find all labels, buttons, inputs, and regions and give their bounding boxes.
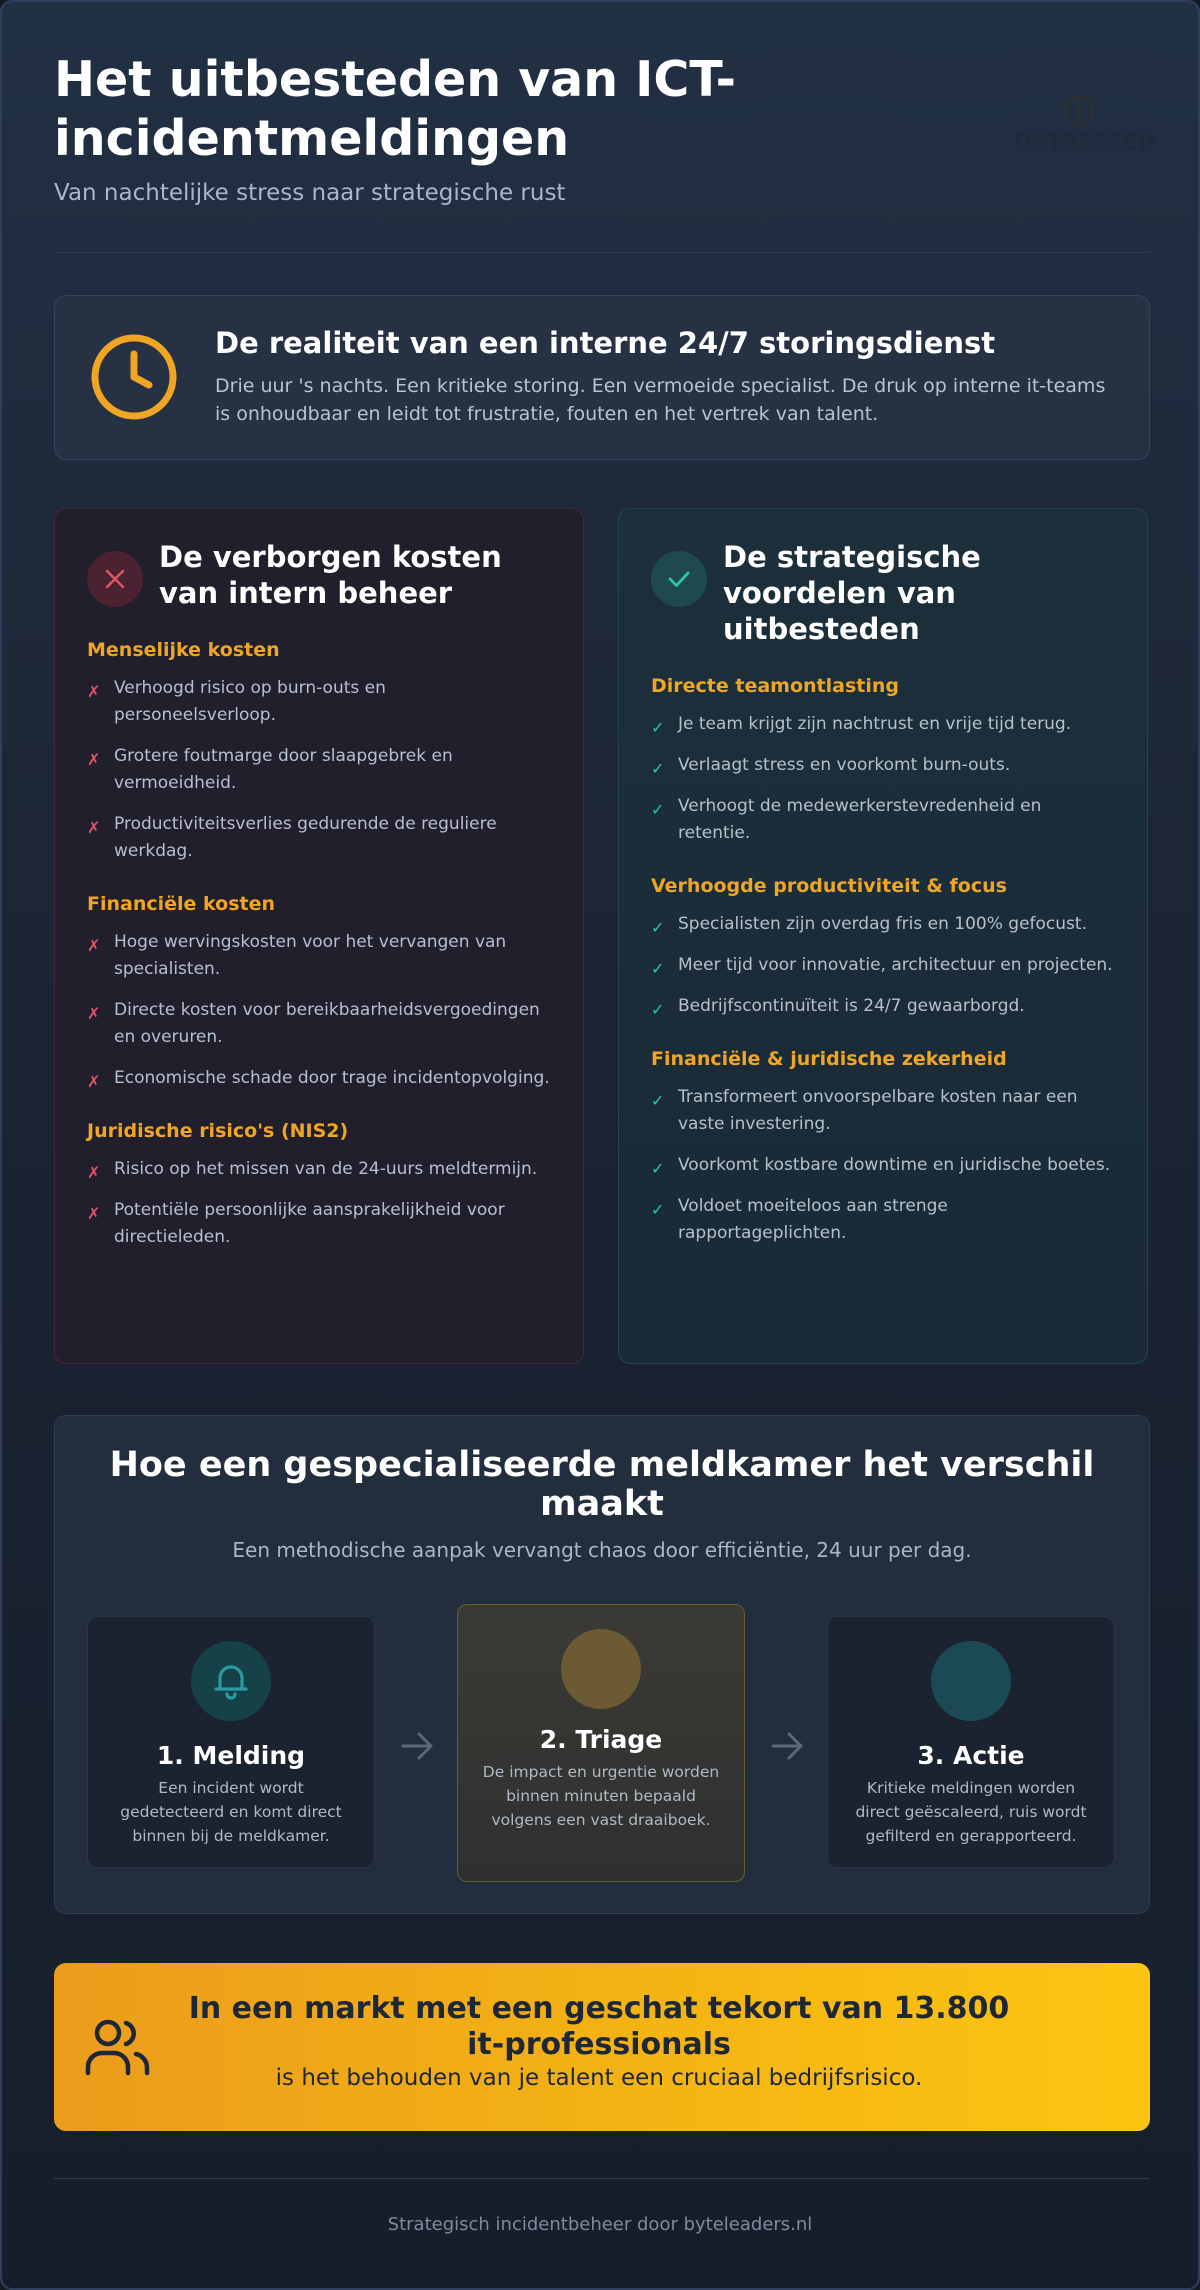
- cross-mark-icon: ✗: [87, 1004, 101, 1023]
- triage-icon: [561, 1629, 641, 1709]
- list-item: [651, 952, 1115, 979]
- check-mark-icon: ✓: [651, 1000, 665, 1019]
- costs-title: De verborgen kosten van intern beheer: [159, 540, 502, 610]
- check-mark-icon: ✓: [651, 918, 665, 937]
- list-item: [651, 1193, 1115, 1247]
- check-mark-icon: ✓: [651, 1200, 665, 1219]
- step-triage: [457, 1604, 745, 1882]
- list-item: [651, 793, 1115, 847]
- step-actie: [827, 1616, 1115, 1868]
- arrow-right-icon: [399, 1728, 435, 1764]
- list-item-text: Verhoogt de medewerkerstevredenheid en retentie.: [678, 796, 1042, 843]
- check-icon: [651, 551, 707, 607]
- cta-banner: [54, 1963, 1150, 2131]
- list-item-text: Voldoet moeiteloos aan strenge rapportageplichten.: [678, 1196, 948, 1243]
- page-subtitle: Van nachtelijke stress naar strategische rust: [54, 180, 566, 206]
- list-item: [651, 752, 1115, 779]
- list-item-text: Bedrijfscontinuïteit is 24/7 gewaarborgd.: [678, 996, 1025, 1016]
- list-item-text: Potentiële persoonlijke aansprakelijkheid voor directieleden.: [114, 1200, 505, 1247]
- users-icon: [84, 2017, 152, 2077]
- close-icon: [87, 551, 143, 607]
- list-item: [87, 1065, 551, 1092]
- step-title: 3. Actie: [917, 1741, 1025, 1770]
- list-item-text: Risico op het missen van de 24-uurs meldtermijn.: [114, 1159, 538, 1179]
- list-item: [87, 811, 551, 865]
- group-heading: Menselijke kosten: [87, 639, 280, 661]
- item-list: [87, 1156, 551, 1251]
- check-mark-icon: ✓: [651, 1091, 665, 1110]
- list-item-text: Je team krijgt zijn nachtrust en vrije tijd terug.: [678, 714, 1072, 734]
- item-list: [87, 675, 551, 865]
- list-item-text: Voorkomt kostbare downtime en juridische boetes.: [678, 1155, 1111, 1175]
- costs-groups: [87, 639, 551, 1251]
- list-item-text: Specialisten zijn overdag fris en 100% gefocust.: [678, 914, 1087, 934]
- hexagon-logo-icon: [1062, 94, 1096, 128]
- list-item: [87, 1156, 551, 1183]
- cross-mark-icon: ✗: [87, 936, 101, 955]
- benefits-groups: [651, 675, 1115, 1247]
- bell-icon: [191, 1641, 271, 1721]
- arrow-right-icon: [769, 1728, 805, 1764]
- check-mark-icon: ✓: [651, 800, 665, 819]
- list-item: [651, 711, 1115, 738]
- header: [54, 50, 1154, 250]
- group-heading: Juridische risico's (NIS2): [87, 1120, 349, 1142]
- list-item: [87, 675, 551, 729]
- step-text: Kritieke meldingen worden direct geëscaleerd, ruis wordt gefilterd en gerapporteerd.: [855, 1779, 1087, 1845]
- costs-header: [87, 539, 551, 611]
- cta-headline: In een markt met een geschat tekort van 13.800 it-professionals: [188, 1991, 1010, 2062]
- cross-mark-icon: ✗: [87, 750, 101, 769]
- list-item-text: Verhoogd risico op burn-outs en personeelsverloop.: [114, 678, 386, 725]
- method-subtitle: Een methodische aanpak vervangt chaos door efficiëntie, 24 uur per dag.: [232, 1538, 972, 1562]
- logo-name: DSTREZZED: [1014, 130, 1156, 154]
- cross-mark-icon: ✗: [87, 682, 101, 701]
- step-melding: [87, 1616, 375, 1868]
- step-title: 1. Melding: [156, 1741, 306, 1770]
- item-list: [87, 929, 551, 1092]
- list-item-text: Economische schade door trage incidentopvolging.: [114, 1068, 550, 1088]
- cta-subline: is het behouden van je talent een cruciaal bedrijfsrisico.: [275, 2065, 923, 2091]
- clock-icon: [89, 332, 179, 422]
- list-item-text: Hoge wervingskosten voor het vervangen van specialisten.: [114, 932, 507, 979]
- check-mark-icon: ✓: [651, 718, 665, 737]
- action-icon: [931, 1641, 1011, 1721]
- cross-mark-icon: ✗: [87, 1072, 101, 1091]
- list-item: [651, 1084, 1115, 1138]
- list-item: [87, 929, 551, 983]
- list-item-text: Transformeert onvoorspelbare kosten naar een vaste investering.: [678, 1087, 1078, 1134]
- list-item: [651, 1152, 1115, 1179]
- step-title: 2. Triage: [539, 1725, 663, 1754]
- list-item: [651, 911, 1115, 938]
- logo: [1014, 94, 1156, 154]
- benefits-title: De strategische voordelen van uitbesteden: [723, 540, 981, 646]
- benefits-card: [618, 508, 1148, 1364]
- list-item-text: Productiviteitsverlies gedurende de reguliere werkdag.: [114, 814, 497, 861]
- list-item-text: Verlaagt stress en voorkomt burn-outs.: [678, 755, 1011, 775]
- benefits-header: [651, 539, 1115, 647]
- costs-card: [54, 508, 584, 1364]
- group-heading: Directe teamontlasting: [651, 675, 900, 697]
- method-title: Hoe een gespecialiseerde meldkamer het verschil maakt: [109, 1445, 1095, 1524]
- item-list: [651, 711, 1115, 847]
- check-mark-icon: ✓: [651, 1159, 665, 1178]
- list-item-text: Meer tijd voor innovatie, architectuur en projecten.: [678, 955, 1113, 975]
- list-item-text: Directe kosten voor bereikbaarheidsvergoedingen en overuren.: [114, 1000, 540, 1047]
- group-heading: Financiële & juridische zekerheid: [651, 1048, 1007, 1070]
- divider: [54, 2178, 1150, 2179]
- check-mark-icon: ✓: [651, 759, 665, 778]
- reality-text: Drie uur 's nachts. Een kritieke storing. Een vermoeide specialist. De druk op interne it-teams is onhoudbaar en leidt tot frustratie, fouten en het vertrek van talent.: [215, 375, 1106, 425]
- divider: [54, 252, 1150, 253]
- group-heading: Financiële kosten: [87, 893, 276, 915]
- group-heading: Verhoogde productiviteit & focus: [651, 875, 1007, 897]
- page-title: Het uitbesteden van ICT-incidentmeldingen: [54, 51, 736, 167]
- cross-mark-icon: ✗: [87, 1163, 101, 1182]
- check-mark-icon: ✓: [651, 959, 665, 978]
- step-text: Een incident wordt gedetecteerd en komt direct binnen bij de meldkamer.: [120, 1779, 342, 1845]
- list-item: [651, 993, 1115, 1020]
- method-card: [54, 1415, 1150, 1914]
- list-item: [87, 1197, 551, 1251]
- footer-text: Strategisch incidentbeheer door byteleaders.nl: [387, 2214, 813, 2235]
- item-list: [651, 911, 1115, 1020]
- step-text: De impact en urgentie worden binnen minuten bepaald volgens een vast draaiboek.: [482, 1763, 720, 1829]
- item-list: [651, 1084, 1115, 1247]
- reality-card: [54, 295, 1150, 460]
- reality-title: De realiteit van een interne 24/7 storingsdienst: [215, 326, 996, 360]
- list-item: [87, 997, 551, 1051]
- cross-mark-icon: ✗: [87, 1204, 101, 1223]
- list-item: [87, 743, 551, 797]
- list-item-text: Grotere foutmarge door slaapgebrek en vermoeidheid.: [114, 746, 453, 793]
- cross-mark-icon: ✗: [87, 818, 101, 837]
